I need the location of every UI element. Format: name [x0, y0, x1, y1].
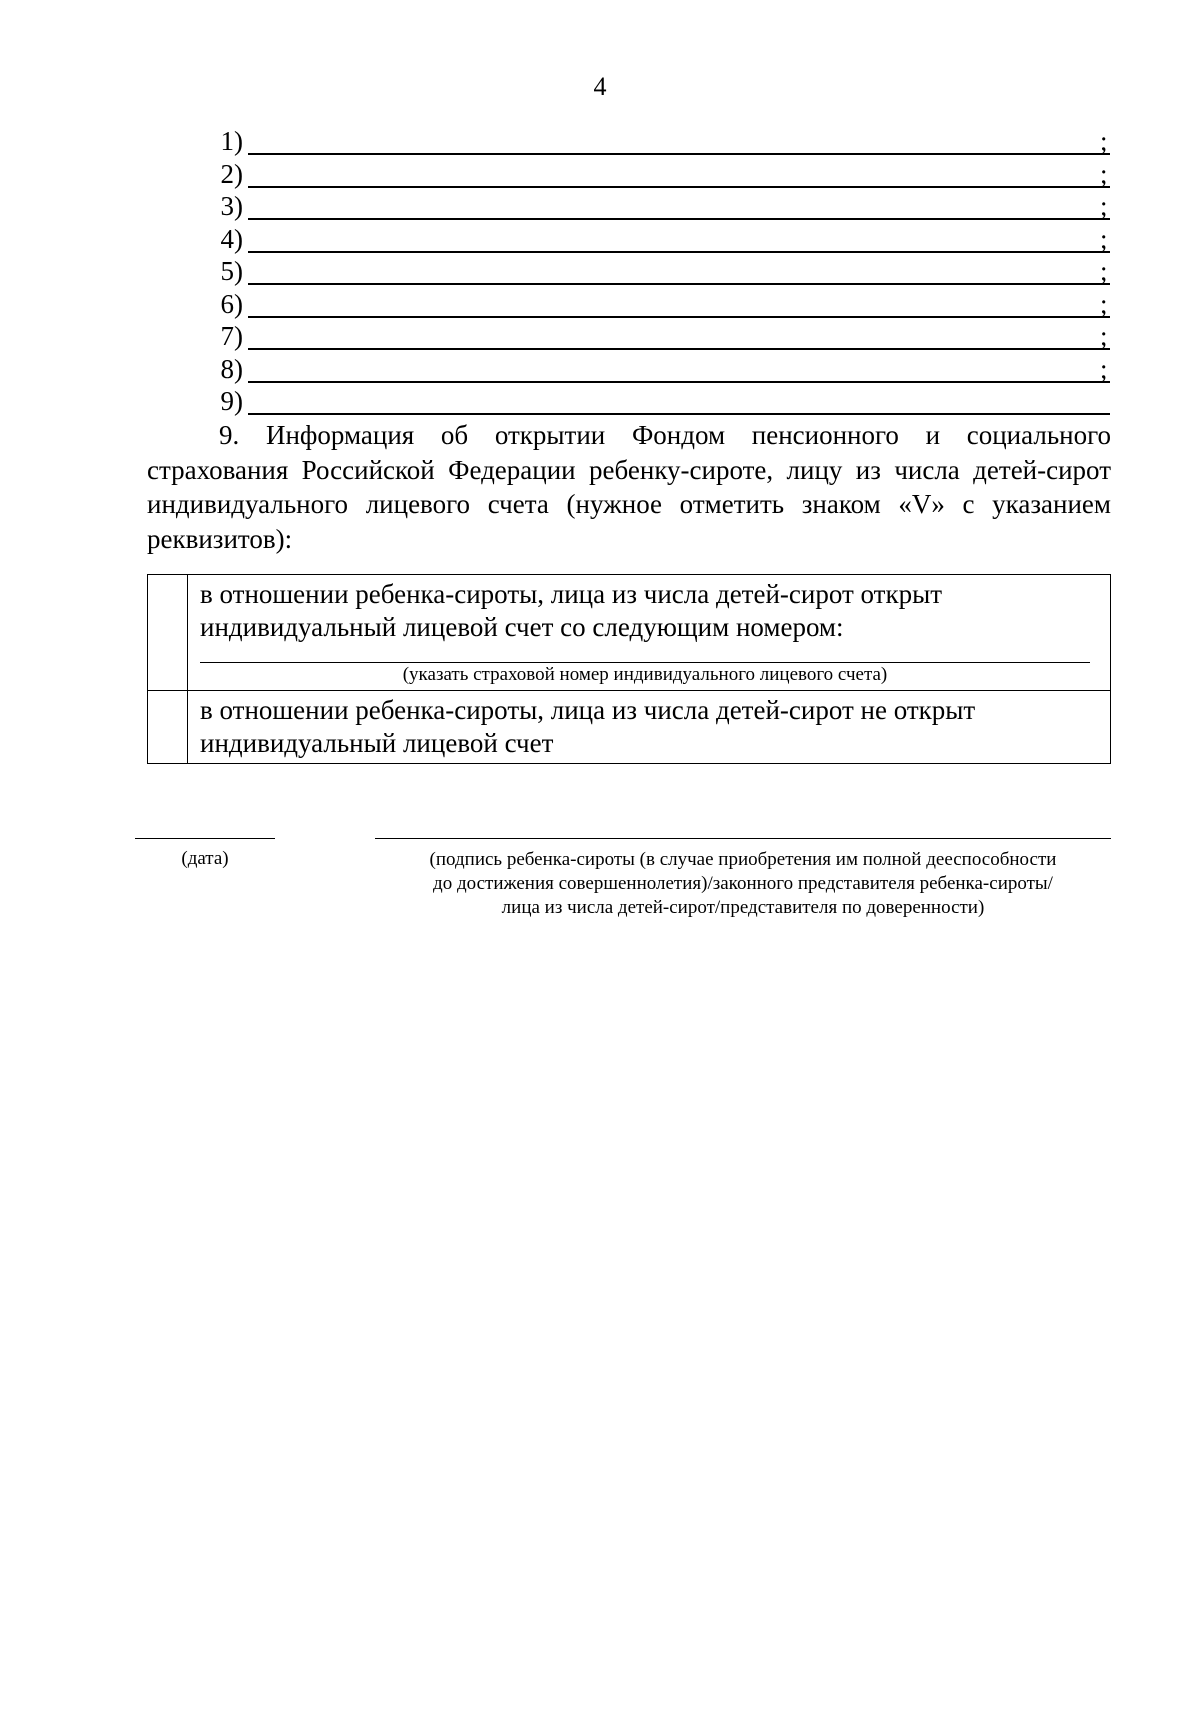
blank-rule	[248, 413, 1110, 415]
blank-line-6[interactable]	[210, 288, 1110, 321]
blank-line-1[interactable]	[210, 125, 1110, 158]
checkbox-opened[interactable]	[148, 575, 188, 691]
blank-rule	[248, 218, 1110, 220]
line-number: 4)	[220, 223, 243, 254]
checkbox-not-opened[interactable]	[148, 691, 188, 764]
date-field[interactable]	[135, 838, 275, 839]
line-end: ;	[1100, 353, 1108, 384]
blank-line-9[interactable]	[210, 385, 1110, 418]
blank-line-7[interactable]	[210, 320, 1110, 353]
line-number: 6)	[220, 288, 243, 319]
line-number: 7)	[220, 321, 243, 351]
line-number: 8)	[220, 353, 243, 384]
line-number: 2)	[220, 158, 243, 189]
signature-caption-line1: (подпись ребенка-сироты (в случае приобретения им полной дееспособности	[429, 849, 1057, 870]
blank-rule	[248, 381, 1110, 383]
blank-rule	[248, 283, 1110, 285]
account-number-caption: (указать страховой номер индивидуального лицевого счета)	[402, 664, 888, 685]
line-end: ;	[1100, 191, 1108, 221]
date-caption: (дата)	[181, 848, 229, 869]
section-9	[147, 418, 1111, 556]
line-end: ;	[1100, 158, 1108, 189]
line-number: 3)	[220, 191, 243, 221]
blank-line-3[interactable]	[210, 190, 1110, 223]
page-number: 4	[593, 72, 607, 101]
blank-rule	[248, 251, 1110, 253]
blank-rule	[248, 348, 1110, 350]
blank-line-5[interactable]	[210, 255, 1110, 288]
blank-rule	[248, 153, 1110, 155]
blank-line-4[interactable]	[210, 223, 1110, 256]
option-not-opened-line1: в отношении ребенка-сироты, лица из числа детей-сирот не открыт	[200, 695, 976, 725]
signature-caption	[375, 848, 1111, 920]
signature-caption-line3: лица из числа детей-сирот/представителя по доверенности)	[501, 897, 985, 918]
section-9-paragraph: 9. Информация об открытии Фондом пенсионного и социального страхования Российской Федерации ребенку-сироте, лицу из числа детей-сирот индивидуального лицевого счета (нужное отметить знаком «V» с указанием реквизитов):	[147, 420, 1111, 554]
option-text-not-opened	[188, 691, 1111, 764]
option-opened-line1: в отношении ребенка-сироты, лица из числа детей-сирот открыт	[200, 579, 943, 609]
line-end: ;	[1100, 256, 1108, 286]
option-row-opened	[148, 575, 1111, 691]
signature-field[interactable]	[375, 838, 1111, 839]
blank-line-8[interactable]	[210, 353, 1110, 386]
option-not-opened-line2: индивидуальный лицевой счет	[200, 728, 554, 758]
blank-rule	[248, 186, 1110, 188]
line-end: ;	[1100, 126, 1108, 156]
numbered-blank-lines	[210, 125, 1110, 418]
option-opened-line2: индивидуальный лицевой счет со следующим номером:	[200, 612, 844, 642]
blank-line-2[interactable]	[210, 158, 1110, 191]
signature-caption-line2: до достижения совершеннолетия)/законного представителя ребенка-сироты/	[433, 873, 1053, 894]
line-end: ;	[1100, 288, 1108, 319]
option-row-not-opened	[148, 691, 1111, 764]
account-options-table	[147, 574, 1111, 764]
line-number: 5)	[220, 256, 243, 286]
line-number: 9)	[220, 386, 243, 416]
line-end: ;	[1100, 223, 1108, 254]
option-text-opened	[188, 575, 1111, 691]
line-number: 1)	[220, 126, 243, 156]
line-end: ;	[1100, 321, 1108, 351]
blank-rule	[248, 316, 1110, 318]
